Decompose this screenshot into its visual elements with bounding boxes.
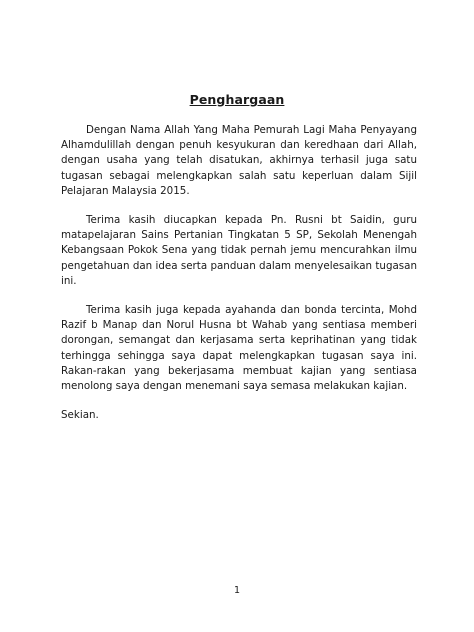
paragraph-teacher-thanks: Terima kasih diucapkan kepada Pn. Rusni bt Saidin, guru matapelajaran Sains Pertanian Tingkatan 5 SP, Sekolah Menengah Kebangsaan Pokok Sena yang tidak pernah jemu mencurahkan ilmu pengetahuan dan idea serta panduan dalam menyelesaikan tugasan ini.	[61, 214, 417, 287]
paragraph-opening: Dengan Nama Allah Yang Maha Pemurah Lagi Maha Penyayang Alhamdulillah dengan penuh kesyukuran dan keredhaan dari Allah, dengan usaha yang telah disatukan, akhirnya terhasil juga satu tugasan sebagai melengkapkan salah satu keperluan dalam Sijil Pelajaran Malaysia 2015.	[61, 124, 417, 197]
closing-text: Sekian.	[61, 409, 99, 422]
paragraph-parents-thanks: Terima kasih juga kepada ayahanda dan bonda tercinta, Mohd Razif b Manap dan Norul Husna bt Wahab yang sentiasa memberi dorongan, semangat dan kerjasama serta keprihatinan yang tidak terhingga sehingga saya dapat melengkapkan tugasan saya ini. Rakan-rakan yang bekerjasama membuat kajian yang sentiasa menolong saya dengan menemani saya semasa melakukan kajian.	[61, 304, 417, 393]
document-body	[61, 123, 417, 423]
document-title: Penghargaan	[189, 92, 285, 107]
page-number: 1	[233, 585, 241, 596]
